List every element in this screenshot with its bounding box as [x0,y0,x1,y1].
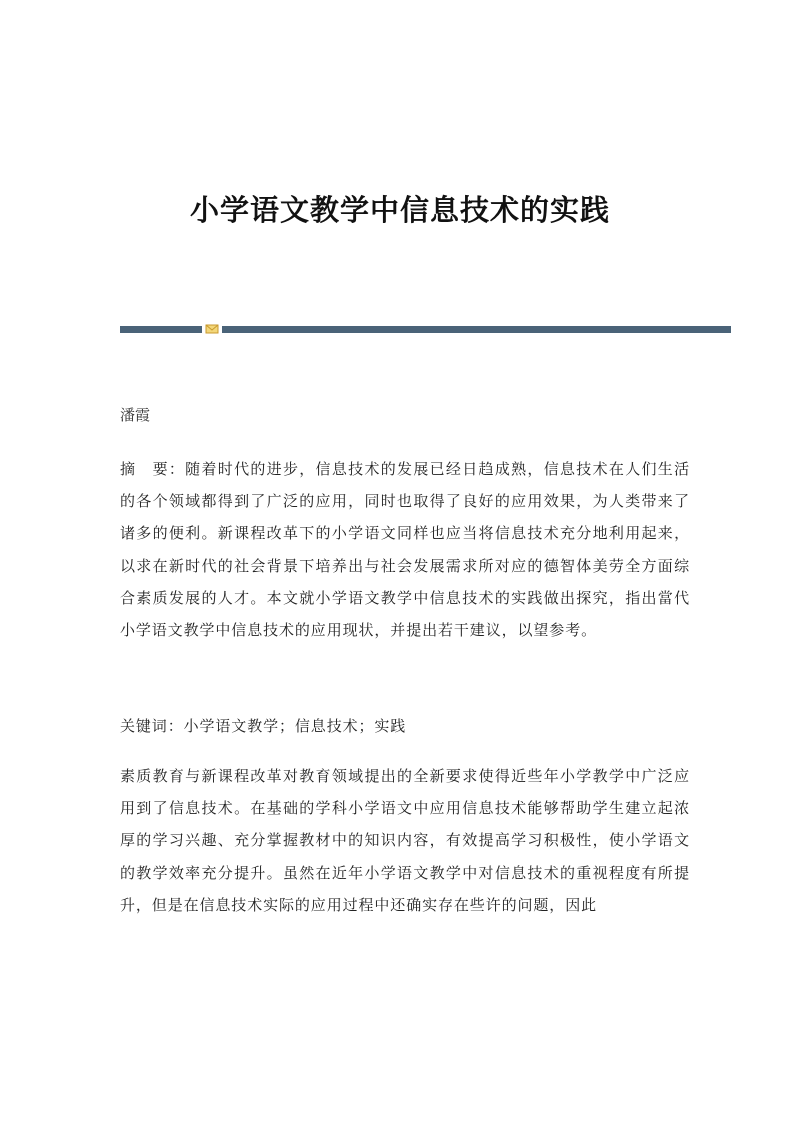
abstract-paragraph: 摘 要：随着时代的进步，信息技术的发展已经日趋成熟，信息技术在人们生活的各个领域都得到了广泛的应用，同时也取得了良好的应用效果，为人类带来了诸多的便利。新课程改革下的小学语文同样也应当将信息技术充分地利用起来，以求在新时代的社会背景下培养出与社会发展需求所对应的德智体美劳全方面综合素质发展的人才。本文就小学语文教学中信息技术的实践做出探究，指出當代小学语文教学中信息技术的应用现状，并提出若干建议，以望参考。 [120,460,690,640]
divider-rule-left [120,326,202,333]
author-name: 潘霞 [120,406,151,424]
keywords-line: 关键词：小学语文教学；信息技术；实践 [120,717,407,735]
envelope-icon [205,323,219,335]
divider-rule-right [222,326,731,333]
body-paragraph: 素质教育与新课程改革对教育领域提出的全新要求使得近些年小学教学中广泛应用到了信息技术。在基础的学科小学语文中应用信息技术能够帮助学生建立起浓厚的学习兴趣、充分掌握教材中的知识内容，有效提高学习积极性，使小学语文的教学效率充分提升。虽然在近年小学语文教学中对信息技术的重视程度有所提升，但是在信息技术实际的应用过程中还确实存在些许的问题，因此 [120,767,690,914]
document-title: 小学语文教学中信息技术的实践 [189,193,610,227]
